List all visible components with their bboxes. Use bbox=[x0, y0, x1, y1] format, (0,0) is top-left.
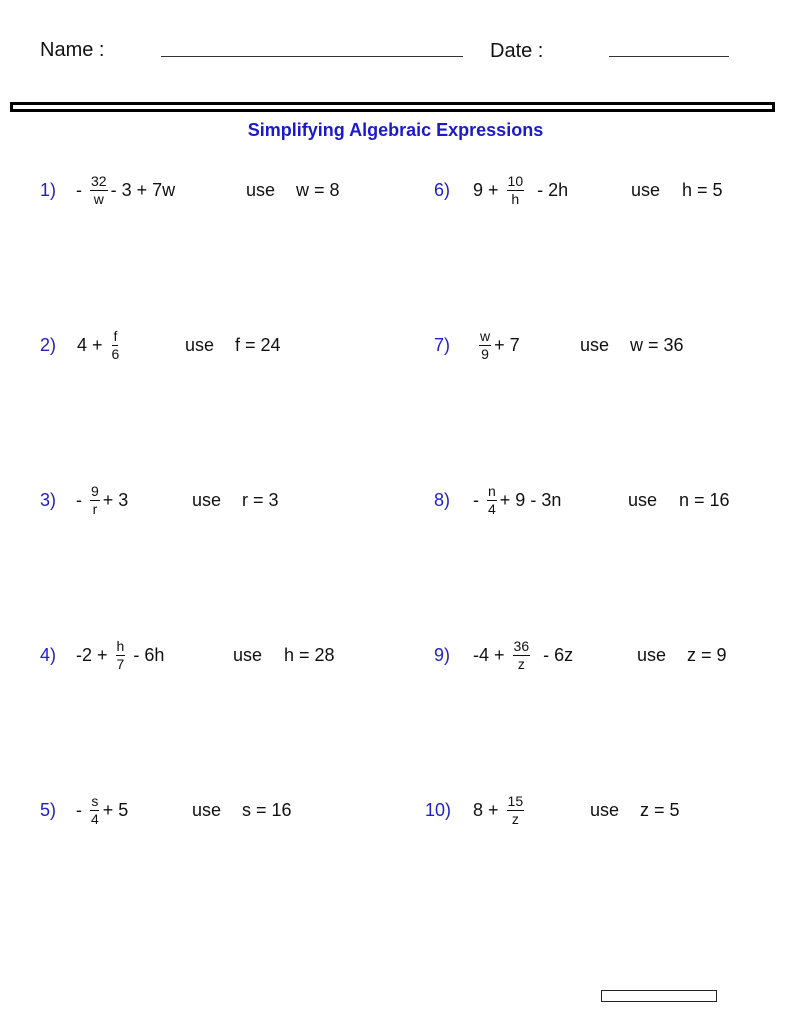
fraction-numerator: 15 bbox=[507, 792, 524, 809]
use-label: use bbox=[628, 490, 658, 510]
expression bbox=[77, 329, 123, 362]
use-label: use bbox=[233, 645, 263, 665]
substitution-value: s = 16 bbox=[242, 800, 292, 820]
fraction bbox=[487, 484, 497, 517]
problem-6 bbox=[434, 166, 774, 214]
substitution-value: n = 16 bbox=[679, 490, 730, 510]
expr-post: + 3 bbox=[102, 490, 129, 510]
fraction bbox=[513, 639, 531, 672]
substitution-value: h = 5 bbox=[682, 180, 723, 200]
expr-post: - 6h bbox=[128, 645, 165, 665]
expr-post: - 6z bbox=[533, 645, 574, 665]
fraction-numerator: s bbox=[91, 792, 99, 809]
problem-2 bbox=[40, 321, 380, 369]
fraction-numerator: 32 bbox=[91, 172, 107, 189]
substitution-value: w = 36 bbox=[630, 335, 684, 355]
use-label: use bbox=[580, 335, 610, 355]
use-label: use bbox=[192, 490, 222, 510]
substitution-value: w = 8 bbox=[296, 180, 340, 200]
expr-pre: - bbox=[76, 490, 87, 510]
expression bbox=[76, 794, 128, 827]
problem-4 bbox=[40, 631, 380, 679]
fraction-numerator: 10 bbox=[507, 172, 524, 189]
problem-number: 9) bbox=[434, 645, 451, 665]
fraction-denominator: 9 bbox=[481, 345, 489, 362]
problem-number: 4) bbox=[40, 645, 57, 665]
expr-pre: 9 + bbox=[473, 180, 504, 200]
use-label: use bbox=[192, 800, 222, 820]
problem-number: 10) bbox=[425, 800, 452, 820]
fraction-numerator: h bbox=[116, 637, 125, 654]
use-label: use bbox=[631, 180, 661, 200]
fraction-numerator: 9 bbox=[91, 482, 99, 499]
expr-post: - 3 + 7w bbox=[110, 180, 176, 200]
header-divider bbox=[10, 102, 775, 112]
substitution-value: z = 5 bbox=[640, 800, 680, 820]
problem-number: 2) bbox=[40, 335, 57, 355]
expr-post: - 2h bbox=[527, 180, 569, 200]
expr-pre: - bbox=[76, 800, 87, 820]
fraction bbox=[90, 484, 100, 517]
fraction-denominator: z bbox=[517, 655, 525, 672]
fraction-numerator: 36 bbox=[513, 637, 530, 654]
score-box[interactable] bbox=[601, 990, 717, 1002]
worksheet-title: Simplifying Algebraic Expressions bbox=[247, 120, 544, 140]
problem-8 bbox=[434, 476, 774, 524]
expr-pre: 4 + bbox=[77, 335, 108, 355]
problem-3 bbox=[40, 476, 380, 524]
expr-post: + 9 - 3n bbox=[499, 490, 562, 510]
expr-pre: -2 + bbox=[76, 645, 113, 665]
use-label: use bbox=[246, 180, 276, 200]
problem-number: 3) bbox=[40, 490, 57, 510]
substitution-value: r = 3 bbox=[242, 490, 279, 510]
date-label: Date : bbox=[490, 40, 544, 62]
expression bbox=[473, 794, 527, 827]
problem-1 bbox=[40, 166, 380, 214]
expr-pre: - bbox=[473, 490, 484, 510]
fraction-denominator: 4 bbox=[91, 810, 99, 827]
date-field-line[interactable] bbox=[609, 56, 729, 57]
fraction bbox=[90, 794, 100, 827]
problem-5 bbox=[40, 786, 380, 834]
problem-number: 8) bbox=[434, 490, 451, 510]
problem-number: 6) bbox=[434, 180, 451, 200]
fraction bbox=[507, 794, 525, 827]
fraction bbox=[116, 639, 126, 672]
fraction-denominator: 7 bbox=[116, 655, 125, 672]
fraction-denominator: r bbox=[92, 500, 98, 517]
fraction bbox=[507, 174, 525, 207]
problem-number: 5) bbox=[40, 800, 57, 820]
fraction-numerator: w bbox=[480, 327, 491, 344]
expression bbox=[76, 174, 175, 207]
fraction-denominator: 4 bbox=[488, 500, 496, 517]
problem-number: 1) bbox=[40, 180, 57, 200]
expr-post: + 7 bbox=[494, 335, 520, 355]
use-label: use bbox=[185, 335, 215, 355]
problem-7 bbox=[434, 321, 774, 369]
expression bbox=[76, 639, 164, 672]
fraction-denominator: h bbox=[511, 190, 520, 207]
substitution-value: f = 24 bbox=[235, 335, 281, 355]
expression bbox=[76, 484, 128, 517]
fraction-numerator: f bbox=[113, 327, 118, 344]
fraction-denominator: 6 bbox=[111, 345, 120, 362]
problem-9 bbox=[434, 631, 774, 679]
substitution-value: h = 28 bbox=[284, 645, 335, 665]
fraction bbox=[90, 174, 108, 207]
fraction-numerator: n bbox=[488, 482, 496, 499]
expression bbox=[473, 174, 568, 207]
problem-10 bbox=[425, 786, 775, 834]
expr-pre: 8 + bbox=[473, 800, 504, 820]
fraction bbox=[479, 329, 491, 362]
expr-post: + 5 bbox=[102, 800, 129, 820]
name-label: Name : bbox=[40, 39, 105, 61]
substitution-value: z = 9 bbox=[687, 645, 727, 665]
name-field-line[interactable] bbox=[161, 56, 463, 57]
fraction-denominator: z bbox=[511, 810, 519, 827]
expr-pre: - bbox=[76, 180, 87, 200]
expression bbox=[473, 484, 561, 517]
expr-pre: -4 + bbox=[473, 645, 510, 665]
problem-number: 7) bbox=[434, 335, 451, 355]
expression bbox=[473, 639, 573, 672]
fraction-denominator: w bbox=[93, 190, 104, 207]
fraction bbox=[111, 329, 121, 362]
use-label: use bbox=[590, 800, 620, 820]
use-label: use bbox=[637, 645, 667, 665]
expression bbox=[476, 329, 520, 362]
